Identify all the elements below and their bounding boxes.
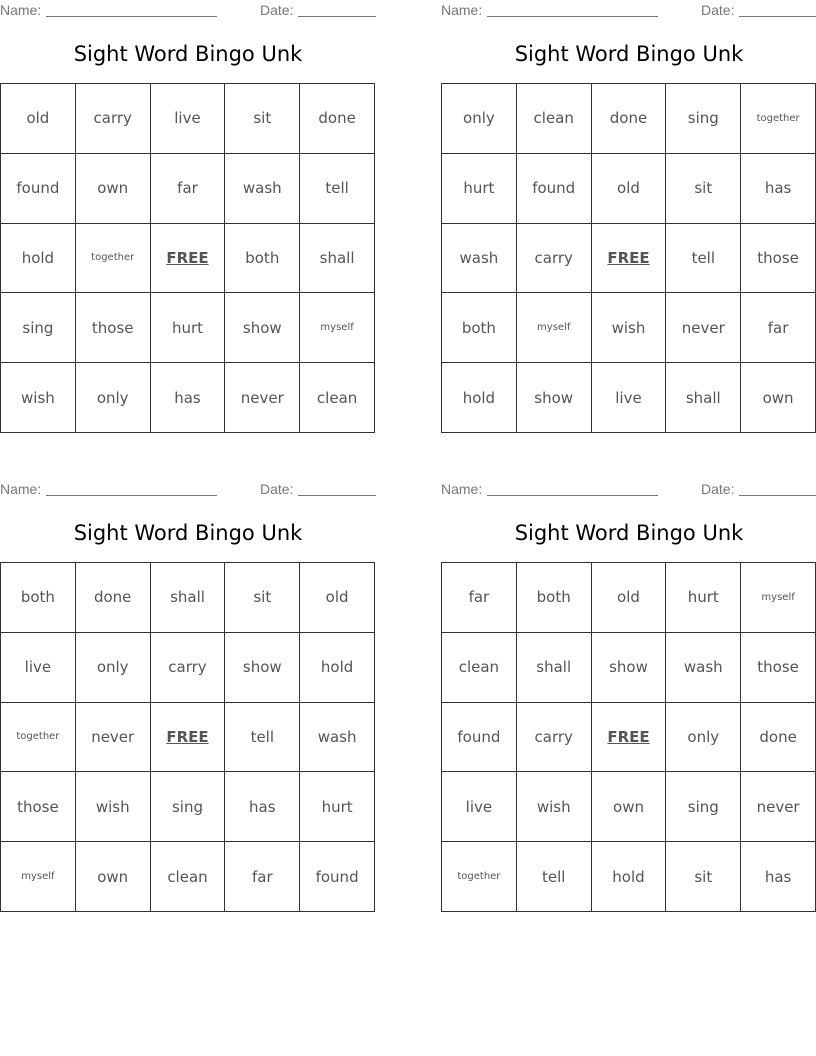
bingo-cell: FREE — [151, 224, 226, 294]
bingo-cell: has — [741, 842, 816, 912]
bingo-cell: tell — [225, 703, 300, 773]
bingo-cell: hold — [592, 842, 667, 912]
name-label: Name: — [0, 2, 42, 18]
bingo-cell: never — [225, 363, 300, 433]
bingo-cell: shall — [151, 563, 226, 633]
bingo-cell: wish — [1, 363, 76, 433]
bingo-cell: never — [76, 703, 151, 773]
bingo-cell: hold — [1, 224, 76, 294]
name-field[interactable] — [46, 16, 217, 17]
bingo-cell: carry — [517, 224, 592, 294]
bingo-card-2 — [441, 0, 816, 407]
name-label: Name: — [441, 481, 483, 497]
date-label: Date: — [701, 2, 735, 18]
bingo-cell: carry — [517, 703, 592, 773]
bingo-cell: has — [741, 154, 816, 224]
name-date-row — [0, 0, 376, 22]
card-title: Sight Word Bingo Unk — [73, 42, 303, 66]
bingo-cell: old — [592, 154, 667, 224]
bingo-cell: both — [225, 224, 300, 294]
bingo-cell: together — [1, 703, 76, 773]
bingo-cell: found — [517, 154, 592, 224]
bingo-cell: wash — [225, 154, 300, 224]
bingo-cell: together — [741, 84, 816, 154]
bingo-card-1 — [0, 0, 376, 407]
name-label: Name: — [441, 2, 483, 18]
bingo-cell: sit — [666, 154, 741, 224]
bingo-cell: clean — [442, 633, 517, 703]
bingo-cell: has — [225, 772, 300, 842]
bingo-cell: those — [741, 224, 816, 294]
bingo-cell: those — [1, 772, 76, 842]
bingo-cell: only — [76, 363, 151, 433]
bingo-cell: old — [592, 563, 667, 633]
bingo-grid — [441, 83, 816, 433]
bingo-cell: far — [442, 563, 517, 633]
bingo-cell: sing — [151, 772, 226, 842]
date-field[interactable] — [298, 495, 376, 496]
bingo-cell: hurt — [151, 293, 226, 363]
bingo-cell: done — [592, 84, 667, 154]
bingo-cell: never — [666, 293, 741, 363]
bingo-cell: those — [741, 633, 816, 703]
card-title: Sight Word Bingo Unk — [73, 521, 303, 545]
bingo-cell: live — [592, 363, 667, 433]
name-date-row — [441, 479, 816, 501]
bingo-cell: myself — [741, 563, 816, 633]
bingo-cell: shall — [517, 633, 592, 703]
name-date-row — [0, 479, 376, 501]
bingo-cell: own — [592, 772, 667, 842]
bingo-grid — [441, 562, 816, 912]
date-label: Date: — [701, 481, 735, 497]
bingo-cell: hurt — [300, 772, 375, 842]
bingo-cell: tell — [300, 154, 375, 224]
card-title: Sight Word Bingo Unk — [514, 521, 744, 545]
bingo-cell: old — [300, 563, 375, 633]
bingo-cell: sing — [666, 772, 741, 842]
bingo-cell: found — [300, 842, 375, 912]
bingo-cell: wish — [517, 772, 592, 842]
name-label: Name: — [0, 481, 42, 497]
bingo-cell: sit — [225, 563, 300, 633]
bingo-cell: shall — [300, 224, 375, 294]
bingo-cell: live — [1, 633, 76, 703]
bingo-card-4 — [441, 479, 816, 886]
name-field[interactable] — [46, 495, 217, 496]
bingo-cell: sing — [666, 84, 741, 154]
bingo-cell: myself — [300, 293, 375, 363]
bingo-cell: wash — [442, 224, 517, 294]
date-label: Date: — [260, 481, 294, 497]
name-date-row — [441, 0, 816, 22]
bingo-cell: FREE — [592, 703, 667, 773]
bingo-cell: myself — [517, 293, 592, 363]
bingo-cell: far — [151, 154, 226, 224]
bingo-cell: together — [442, 842, 517, 912]
bingo-cell: show — [225, 633, 300, 703]
bingo-cell: wash — [666, 633, 741, 703]
bingo-cell: never — [741, 772, 816, 842]
bingo-cell: clean — [517, 84, 592, 154]
date-field[interactable] — [739, 16, 816, 17]
bingo-cell: shall — [666, 363, 741, 433]
bingo-cell: tell — [517, 842, 592, 912]
bingo-cell: own — [741, 363, 816, 433]
bingo-cell: far — [741, 293, 816, 363]
bingo-cell: live — [151, 84, 226, 154]
card-title: Sight Word Bingo Unk — [514, 42, 744, 66]
bingo-cell: found — [1, 154, 76, 224]
date-label: Date: — [260, 2, 294, 18]
bingo-cell: sit — [225, 84, 300, 154]
bingo-cell: hold — [300, 633, 375, 703]
bingo-cell: own — [76, 154, 151, 224]
bingo-cell: sing — [1, 293, 76, 363]
bingo-cell: both — [1, 563, 76, 633]
bingo-cell: FREE — [592, 224, 667, 294]
bingo-cell: old — [1, 84, 76, 154]
date-field[interactable] — [298, 16, 376, 17]
bingo-cell: has — [151, 363, 226, 433]
bingo-cell: hold — [442, 363, 517, 433]
bingo-cell: only — [76, 633, 151, 703]
bingo-cell: clean — [151, 842, 226, 912]
date-field[interactable] — [739, 495, 816, 496]
bingo-cell: far — [225, 842, 300, 912]
bingo-cell: only — [442, 84, 517, 154]
bingo-cell: FREE — [151, 703, 226, 773]
bingo-cell: done — [76, 563, 151, 633]
bingo-cell: both — [442, 293, 517, 363]
bingo-cell: sit — [666, 842, 741, 912]
bingo-cell: show — [592, 633, 667, 703]
bingo-cell: clean — [300, 363, 375, 433]
bingo-cell: found — [442, 703, 517, 773]
bingo-cell: live — [442, 772, 517, 842]
bingo-cell: wash — [300, 703, 375, 773]
bingo-cell: show — [517, 363, 592, 433]
bingo-grid — [0, 83, 375, 433]
bingo-card-3 — [0, 479, 376, 886]
bingo-cell: hurt — [442, 154, 517, 224]
bingo-cell: both — [517, 563, 592, 633]
bingo-cell: only — [666, 703, 741, 773]
bingo-cell: myself — [1, 842, 76, 912]
bingo-cell: carry — [151, 633, 226, 703]
bingo-cell: done — [300, 84, 375, 154]
bingo-cell: hurt — [666, 563, 741, 633]
bingo-cell: done — [741, 703, 816, 773]
bingo-grid — [0, 562, 375, 912]
bingo-cell: those — [76, 293, 151, 363]
bingo-cell: show — [225, 293, 300, 363]
name-field[interactable] — [487, 495, 658, 496]
bingo-cell: wish — [592, 293, 667, 363]
bingo-cell: own — [76, 842, 151, 912]
bingo-cell: wish — [76, 772, 151, 842]
name-field[interactable] — [487, 16, 658, 17]
bingo-cell: tell — [666, 224, 741, 294]
bingo-cell: together — [76, 224, 151, 294]
bingo-cell: carry — [76, 84, 151, 154]
